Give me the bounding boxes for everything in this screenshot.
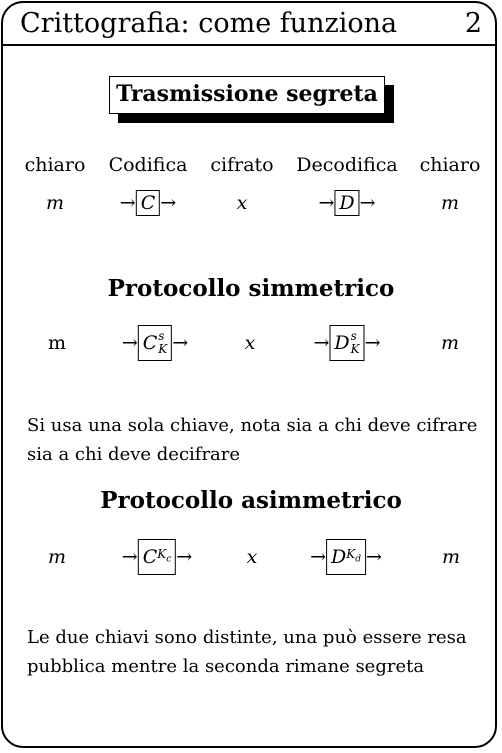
decoder-symbol: D xyxy=(331,546,347,568)
encoder-block xyxy=(122,542,192,572)
plain-in: m xyxy=(45,192,65,214)
arrow-in: → xyxy=(119,192,136,214)
decoder-block xyxy=(313,328,380,358)
plain-out: m xyxy=(441,546,461,568)
symmetric-flow xyxy=(0,328,502,358)
asymmetric-title: Protocollo asimmetrico xyxy=(100,487,402,514)
encoder-box xyxy=(138,539,177,575)
decoder-block xyxy=(310,542,382,572)
encoder-box xyxy=(136,190,161,216)
arrow-in: → xyxy=(313,332,330,354)
encoder-sup: s xyxy=(158,329,165,343)
diagram1-flow xyxy=(0,188,502,218)
encoder-box xyxy=(138,325,173,361)
encoder-symbol: C xyxy=(142,332,158,354)
plain-in: m xyxy=(47,332,67,354)
arrow-in: → xyxy=(310,546,327,568)
header-divider xyxy=(1,44,497,46)
encoder-subsub: c xyxy=(166,554,172,565)
arrow-out: → xyxy=(172,332,189,354)
label-cipher: cifrato xyxy=(210,154,274,176)
decoder-symbol: D xyxy=(334,332,350,354)
main-title-box xyxy=(109,76,385,114)
main-title: Trasmissione segreta xyxy=(109,76,385,114)
decoder-box xyxy=(329,325,364,361)
cipher-text: x xyxy=(246,546,258,568)
plain-out: m xyxy=(440,192,460,214)
label-decode: Decodifica xyxy=(296,154,398,176)
plain-in: m xyxy=(47,546,67,568)
diagram1-labels xyxy=(0,150,502,180)
symmetric-note: Si usa una sola chiave, nota sia a chi deve cifrare sia a chi deve decifrare xyxy=(27,415,478,465)
encoder-sub: K xyxy=(157,547,167,562)
decoder-box xyxy=(334,190,359,216)
decoder-sup: s xyxy=(350,329,357,343)
decoder-block xyxy=(318,188,375,218)
arrow-out: → xyxy=(364,332,381,354)
symmetric-title: Protocollo simmetrico xyxy=(107,275,395,302)
plain-out: m xyxy=(440,332,460,354)
arrow-out: → xyxy=(365,546,382,568)
decoder-sub: K xyxy=(350,342,360,356)
asymmetric-flow xyxy=(0,542,502,572)
label-encode: Codifica xyxy=(108,154,188,176)
encoder-block xyxy=(120,188,176,218)
label-plain-in: chiaro xyxy=(24,154,86,176)
label-plain-out: chiaro xyxy=(419,154,481,176)
decoder-subsub: d xyxy=(355,554,361,565)
arrow-in: → xyxy=(318,192,335,214)
slide-title: Crittografia: come funziona xyxy=(20,8,398,39)
decoder-sub: K xyxy=(346,547,356,562)
arrow-in: → xyxy=(121,546,138,568)
cipher-text: x xyxy=(236,192,248,214)
arrow-in: → xyxy=(121,332,138,354)
encoder-sub: K xyxy=(158,342,168,356)
cipher-text: x xyxy=(244,332,256,354)
arrow-out: → xyxy=(160,192,177,214)
encoder-symbol: C xyxy=(142,546,158,568)
arrow-out: → xyxy=(359,192,376,214)
asymmetric-note: Le due chiavi sono distinte, una può essere resa pubblica mentre la seconda rimane segreta xyxy=(27,627,467,677)
encoder-symbol: C xyxy=(140,192,156,214)
decoder-symbol: D xyxy=(339,192,355,214)
page-number: 2 xyxy=(464,8,482,39)
encoder-block xyxy=(122,328,188,358)
arrow-out: → xyxy=(176,546,193,568)
decoder-box xyxy=(326,539,366,575)
